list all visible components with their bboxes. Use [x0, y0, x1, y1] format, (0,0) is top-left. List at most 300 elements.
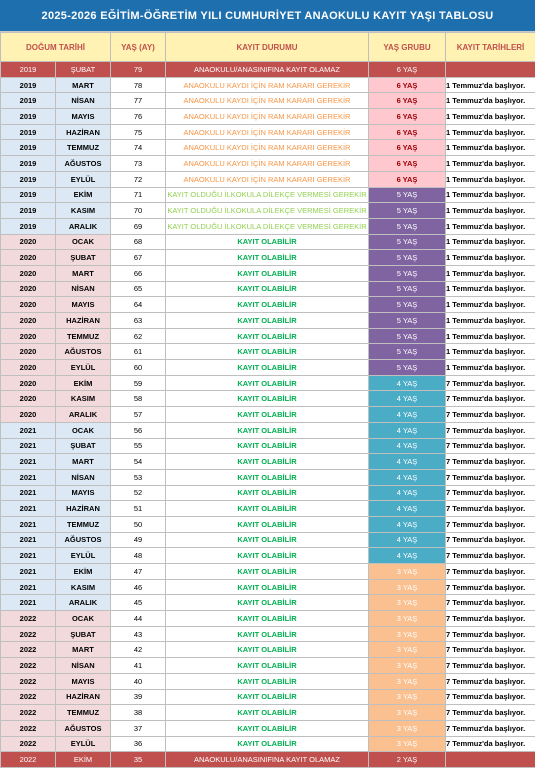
- table-row: [1, 328, 535, 344]
- cell-date: 7 Temmuz'da başlıyor.: [446, 579, 535, 595]
- cell-date: 1 Temmuz'da başlıyor.: [446, 93, 535, 109]
- cell-group: 5 YAŞ: [369, 265, 446, 281]
- cell-age: 38: [111, 705, 166, 721]
- cell-month: MAYIS: [56, 485, 111, 501]
- cell-date: 7 Temmuz'da başlıyor.: [446, 611, 535, 627]
- cell-date: [446, 752, 535, 768]
- cell-date: 7 Temmuz'da başlıyor.: [446, 673, 535, 689]
- table-row: [1, 626, 535, 642]
- cell-status: KAYIT OLABİLİR: [166, 673, 369, 689]
- cell-month: HAZİRAN: [56, 124, 111, 140]
- cell-date: 7 Temmuz'da başlıyor.: [446, 516, 535, 532]
- cell-status: KAYIT OLABİLİR: [166, 265, 369, 281]
- table-row: [1, 93, 535, 109]
- table-row: [1, 297, 535, 313]
- table-row: [1, 124, 535, 140]
- cell-date: 7 Temmuz'da başlıyor.: [446, 642, 535, 658]
- cell-month: KASIM: [56, 391, 111, 407]
- cell-year: 2020: [1, 328, 56, 344]
- cell-group: 6 YAŞ: [369, 77, 446, 93]
- cell-status: KAYIT OLABİLİR: [166, 438, 369, 454]
- cell-date: 1 Temmuz'da başlıyor.: [446, 77, 535, 93]
- cell-year: 2020: [1, 375, 56, 391]
- table-row: [1, 469, 535, 485]
- cell-year: 2021: [1, 454, 56, 470]
- cell-date: 7 Temmuz'da başlıyor.: [446, 658, 535, 674]
- cell-year: 2019: [1, 171, 56, 187]
- cell-month: EKİM: [56, 564, 111, 580]
- cell-year: 2021: [1, 501, 56, 517]
- cell-group: 2 YAŞ: [369, 752, 446, 768]
- cell-age: 52: [111, 485, 166, 501]
- cell-status: KAYIT OLABİLİR: [166, 532, 369, 548]
- cell-month: TEMMUZ: [56, 328, 111, 344]
- cell-age: 46: [111, 579, 166, 595]
- cell-month: MAYIS: [56, 297, 111, 313]
- cell-month: AĞUSTOS: [56, 344, 111, 360]
- table-row: [1, 736, 535, 752]
- table-row: [1, 752, 535, 768]
- cell-date: 7 Temmuz'da başlıyor.: [446, 485, 535, 501]
- cell-month: EYLÜL: [56, 360, 111, 376]
- cell-group: 5 YAŞ: [369, 360, 446, 376]
- cell-age: 48: [111, 548, 166, 564]
- cell-status: KAYIT OLDUĞU İLKOKULA DİLEKÇE VERMESİ GEREKİR: [166, 218, 369, 234]
- cell-year: 2022: [1, 611, 56, 627]
- table-row: [1, 438, 535, 454]
- cell-age: 79: [111, 62, 166, 78]
- cell-group: 3 YAŞ: [369, 658, 446, 674]
- cell-year: 2021: [1, 532, 56, 548]
- cell-status: KAYIT OLABİLİR: [166, 250, 369, 266]
- cell-age: 67: [111, 250, 166, 266]
- table-row: [1, 375, 535, 391]
- cell-month: MART: [56, 454, 111, 470]
- cell-status: ANAOKULU KAYDI İÇİN RAM KARARI GEREKİR: [166, 109, 369, 125]
- table-row: [1, 171, 535, 187]
- cell-group: 6 YAŞ: [369, 156, 446, 172]
- cell-age: 43: [111, 626, 166, 642]
- cell-date: [446, 62, 535, 78]
- header-dogum: DOĞUM TARİHİ: [1, 33, 111, 62]
- page-title: 2025-2026 EĞİTİM-ÖĞRETİM YILI CUMHURİYET ANAOKULU KAYIT YAŞI TABLOSU: [0, 0, 535, 32]
- table-row: [1, 234, 535, 250]
- cell-year: 2021: [1, 485, 56, 501]
- cell-status: KAYIT OLABİLİR: [166, 454, 369, 470]
- cell-month: TEMMUZ: [56, 140, 111, 156]
- cell-age: 39: [111, 689, 166, 705]
- header-durum: KAYIT DURUMU: [166, 33, 369, 62]
- cell-status: KAYIT OLABİLİR: [166, 626, 369, 642]
- cell-year: 2022: [1, 658, 56, 674]
- cell-date: 7 Temmuz'da başlıyor.: [446, 391, 535, 407]
- cell-age: 54: [111, 454, 166, 470]
- cell-month: AĞUSTOS: [56, 720, 111, 736]
- cell-status: ANAOKULU KAYDI İÇİN RAM KARARI GEREKİR: [166, 77, 369, 93]
- table-row: [1, 250, 535, 266]
- table-row: [1, 485, 535, 501]
- table-row: [1, 611, 535, 627]
- cell-group: 5 YAŞ: [369, 344, 446, 360]
- cell-month: HAZİRAN: [56, 501, 111, 517]
- cell-status: KAYIT OLABİLİR: [166, 328, 369, 344]
- cell-group: 3 YAŞ: [369, 642, 446, 658]
- cell-group: 3 YAŞ: [369, 673, 446, 689]
- cell-year: 2020: [1, 297, 56, 313]
- cell-month: MART: [56, 642, 111, 658]
- table-row: [1, 673, 535, 689]
- cell-date: 1 Temmuz'da başlıyor.: [446, 234, 535, 250]
- cell-group: 4 YAŞ: [369, 485, 446, 501]
- cell-age: 51: [111, 501, 166, 517]
- cell-age: 55: [111, 438, 166, 454]
- table-row: [1, 187, 535, 203]
- cell-age: 73: [111, 156, 166, 172]
- cell-date: 7 Temmuz'da başlıyor.: [446, 548, 535, 564]
- cell-status: KAYIT OLABİLİR: [166, 360, 369, 376]
- cell-date: 1 Temmuz'da başlıyor.: [446, 265, 535, 281]
- cell-age: 50: [111, 516, 166, 532]
- table-row: [1, 658, 535, 674]
- table-row: [1, 360, 535, 376]
- cell-year: 2021: [1, 564, 56, 580]
- cell-age: 75: [111, 124, 166, 140]
- cell-group: 4 YAŞ: [369, 454, 446, 470]
- table-row: [1, 595, 535, 611]
- cell-age: 59: [111, 375, 166, 391]
- cell-status: KAYIT OLABİLİR: [166, 642, 369, 658]
- cell-year: 2019: [1, 124, 56, 140]
- cell-group: 5 YAŞ: [369, 281, 446, 297]
- table-row: [1, 516, 535, 532]
- cell-group: 4 YAŞ: [369, 422, 446, 438]
- cell-year: 2019: [1, 93, 56, 109]
- cell-status: KAYIT OLABİLİR: [166, 689, 369, 705]
- cell-age: 64: [111, 297, 166, 313]
- cell-month: HAZİRAN: [56, 689, 111, 705]
- cell-date: 7 Temmuz'da başlıyor.: [446, 626, 535, 642]
- cell-status: KAYIT OLABİLİR: [166, 705, 369, 721]
- cell-date: 1 Temmuz'da başlıyor.: [446, 156, 535, 172]
- cell-month: EKİM: [56, 375, 111, 391]
- cell-date: 7 Temmuz'da başlıyor.: [446, 705, 535, 721]
- cell-date: 7 Temmuz'da başlıyor.: [446, 469, 535, 485]
- cell-group: 5 YAŞ: [369, 203, 446, 219]
- cell-status: KAYIT OLABİLİR: [166, 611, 369, 627]
- cell-status: ANAOKULU/ANASINIFINA KAYIT OLAMAZ: [166, 62, 369, 78]
- cell-month: ARALIK: [56, 407, 111, 423]
- cell-date: 7 Temmuz'da başlıyor.: [446, 720, 535, 736]
- registration-age-table: [0, 32, 535, 768]
- cell-year: 2022: [1, 642, 56, 658]
- cell-status: KAYIT OLABİLİR: [166, 658, 369, 674]
- cell-status: ANAOKULU KAYDI İÇİN RAM KARARI GEREKİR: [166, 124, 369, 140]
- cell-age: 58: [111, 391, 166, 407]
- table-row: [1, 77, 535, 93]
- table-body: [1, 62, 535, 768]
- cell-date: 1 Temmuz'da başlıyor.: [446, 281, 535, 297]
- cell-year: 2020: [1, 344, 56, 360]
- cell-age: 53: [111, 469, 166, 485]
- cell-group: 5 YAŞ: [369, 250, 446, 266]
- cell-month: KASIM: [56, 579, 111, 595]
- cell-status: KAYIT OLABİLİR: [166, 548, 369, 564]
- cell-month: EYLÜL: [56, 736, 111, 752]
- cell-status: ANAOKULU/ANASINIFINA KAYIT OLAMAZ: [166, 752, 369, 768]
- header-yas: YAŞ (AY): [111, 33, 166, 62]
- cell-age: 76: [111, 109, 166, 125]
- cell-group: 3 YAŞ: [369, 626, 446, 642]
- cell-status: ANAOKULU KAYDI İÇİN RAM KARARI GEREKİR: [166, 93, 369, 109]
- cell-status: KAYIT OLABİLİR: [166, 485, 369, 501]
- cell-status: KAYIT OLABİLİR: [166, 720, 369, 736]
- cell-age: 71: [111, 187, 166, 203]
- cell-status: KAYIT OLABİLİR: [166, 234, 369, 250]
- cell-date: 1 Temmuz'da başlıyor.: [446, 171, 535, 187]
- cell-date: 7 Temmuz'da başlıyor.: [446, 422, 535, 438]
- cell-month: OCAK: [56, 234, 111, 250]
- cell-month: ARALIK: [56, 595, 111, 611]
- cell-age: 56: [111, 422, 166, 438]
- cell-date: 7 Temmuz'da başlıyor.: [446, 564, 535, 580]
- cell-date: 1 Temmuz'da başlıyor.: [446, 313, 535, 329]
- cell-group: 4 YAŞ: [369, 532, 446, 548]
- cell-status: KAYIT OLABİLİR: [166, 391, 369, 407]
- cell-status: KAYIT OLABİLİR: [166, 375, 369, 391]
- cell-date: 7 Temmuz'da başlıyor.: [446, 501, 535, 517]
- cell-month: EKİM: [56, 752, 111, 768]
- cell-group: 4 YAŞ: [369, 516, 446, 532]
- cell-group: 3 YAŞ: [369, 595, 446, 611]
- table-row: [1, 218, 535, 234]
- cell-year: 2021: [1, 595, 56, 611]
- cell-status: KAYIT OLDUĞU İLKOKULA DİLEKÇE VERMESİ GEREKİR: [166, 203, 369, 219]
- cell-group: 3 YAŞ: [369, 720, 446, 736]
- table-row: [1, 548, 535, 564]
- cell-year: 2019: [1, 62, 56, 78]
- table-row: [1, 532, 535, 548]
- cell-group: 5 YAŞ: [369, 328, 446, 344]
- cell-year: 2019: [1, 203, 56, 219]
- cell-age: 40: [111, 673, 166, 689]
- cell-year: 2021: [1, 422, 56, 438]
- cell-month: OCAK: [56, 422, 111, 438]
- cell-month: ARALIK: [56, 218, 111, 234]
- cell-year: 2020: [1, 313, 56, 329]
- cell-group: 3 YAŞ: [369, 611, 446, 627]
- cell-group: 4 YAŞ: [369, 391, 446, 407]
- cell-month: ŞUBAT: [56, 250, 111, 266]
- cell-age: 42: [111, 642, 166, 658]
- cell-month: ŞUBAT: [56, 62, 111, 78]
- cell-age: 74: [111, 140, 166, 156]
- table-row: [1, 407, 535, 423]
- header-grup: YAŞ GRUBU: [369, 33, 446, 62]
- cell-status: KAYIT OLABİLİR: [166, 344, 369, 360]
- table-row: [1, 344, 535, 360]
- table-row: [1, 62, 535, 78]
- cell-status: KAYIT OLABİLİR: [166, 516, 369, 532]
- cell-status: KAYIT OLABİLİR: [166, 736, 369, 752]
- table-row: [1, 564, 535, 580]
- cell-date: 7 Temmuz'da başlıyor.: [446, 689, 535, 705]
- cell-group: 3 YAŞ: [369, 579, 446, 595]
- cell-age: 41: [111, 658, 166, 674]
- cell-status: KAYIT OLABİLİR: [166, 313, 369, 329]
- cell-group: 6 YAŞ: [369, 109, 446, 125]
- cell-group: 6 YAŞ: [369, 62, 446, 78]
- cell-status: ANAOKULU KAYDI İÇİN RAM KARARI GEREKİR: [166, 171, 369, 187]
- cell-date: 7 Temmuz'da başlıyor.: [446, 438, 535, 454]
- cell-year: 2021: [1, 579, 56, 595]
- cell-group: 6 YAŞ: [369, 171, 446, 187]
- cell-year: 2019: [1, 77, 56, 93]
- cell-date: 1 Temmuz'da başlıyor.: [446, 218, 535, 234]
- cell-status: KAYIT OLABİLİR: [166, 564, 369, 580]
- cell-status: KAYIT OLABİLİR: [166, 595, 369, 611]
- cell-group: 4 YAŞ: [369, 469, 446, 485]
- table-row: [1, 705, 535, 721]
- cell-year: 2021: [1, 548, 56, 564]
- table-row: [1, 720, 535, 736]
- cell-year: 2019: [1, 109, 56, 125]
- table-row: [1, 501, 535, 517]
- cell-date: 7 Temmuz'da başlıyor.: [446, 532, 535, 548]
- cell-month: NİSAN: [56, 658, 111, 674]
- cell-year: 2022: [1, 689, 56, 705]
- cell-year: 2019: [1, 156, 56, 172]
- cell-month: TEMMUZ: [56, 516, 111, 532]
- cell-month: NİSAN: [56, 93, 111, 109]
- table-row: [1, 391, 535, 407]
- cell-group: 4 YAŞ: [369, 407, 446, 423]
- cell-group: 5 YAŞ: [369, 313, 446, 329]
- cell-month: MART: [56, 77, 111, 93]
- cell-status: KAYIT OLABİLİR: [166, 281, 369, 297]
- cell-group: 4 YAŞ: [369, 375, 446, 391]
- cell-year: 2020: [1, 234, 56, 250]
- cell-month: EYLÜL: [56, 171, 111, 187]
- cell-group: 5 YAŞ: [369, 234, 446, 250]
- cell-date: 7 Temmuz'da başlıyor.: [446, 454, 535, 470]
- cell-year: 2019: [1, 187, 56, 203]
- cell-age: 78: [111, 77, 166, 93]
- cell-age: 65: [111, 281, 166, 297]
- cell-year: 2020: [1, 281, 56, 297]
- cell-month: AĞUSTOS: [56, 156, 111, 172]
- table-row: [1, 642, 535, 658]
- cell-group: 5 YAŞ: [369, 218, 446, 234]
- table-row: [1, 140, 535, 156]
- table-row: [1, 422, 535, 438]
- cell-age: 36: [111, 736, 166, 752]
- cell-age: 69: [111, 218, 166, 234]
- cell-month: NİSAN: [56, 469, 111, 485]
- cell-status: KAYIT OLABİLİR: [166, 469, 369, 485]
- cell-status: KAYIT OLABİLİR: [166, 579, 369, 595]
- cell-date: 7 Temmuz'da başlıyor.: [446, 736, 535, 752]
- cell-age: 72: [111, 171, 166, 187]
- cell-group: 4 YAŞ: [369, 438, 446, 454]
- cell-status: KAYIT OLABİLİR: [166, 297, 369, 313]
- table-row: [1, 156, 535, 172]
- cell-group: 3 YAŞ: [369, 564, 446, 580]
- cell-month: HAZİRAN: [56, 313, 111, 329]
- cell-year: 2020: [1, 250, 56, 266]
- table-row: [1, 454, 535, 470]
- cell-date: 1 Temmuz'da başlıyor.: [446, 124, 535, 140]
- cell-month: MART: [56, 265, 111, 281]
- cell-group: 4 YAŞ: [369, 548, 446, 564]
- table-row: [1, 109, 535, 125]
- cell-age: 66: [111, 265, 166, 281]
- cell-date: 1 Temmuz'da başlıyor.: [446, 297, 535, 313]
- cell-group: 3 YAŞ: [369, 689, 446, 705]
- table-row: [1, 203, 535, 219]
- cell-month: ŞUBAT: [56, 626, 111, 642]
- cell-month: ŞUBAT: [56, 438, 111, 454]
- cell-age: 35: [111, 752, 166, 768]
- cell-status: ANAOKULU KAYDI İÇİN RAM KARARI GEREKİR: [166, 140, 369, 156]
- cell-year: 2021: [1, 469, 56, 485]
- cell-date: 1 Temmuz'da başlıyor.: [446, 109, 535, 125]
- cell-year: 2022: [1, 720, 56, 736]
- cell-date: 1 Temmuz'da başlıyor.: [446, 250, 535, 266]
- cell-age: 45: [111, 595, 166, 611]
- cell-date: 7 Temmuz'da başlıyor.: [446, 375, 535, 391]
- cell-month: EYLÜL: [56, 548, 111, 564]
- table-row: [1, 313, 535, 329]
- cell-status: KAYIT OLABİLİR: [166, 501, 369, 517]
- cell-age: 77: [111, 93, 166, 109]
- cell-date: 1 Temmuz'da başlıyor.: [446, 140, 535, 156]
- cell-month: KASIM: [56, 203, 111, 219]
- cell-date: 1 Temmuz'da başlıyor.: [446, 328, 535, 344]
- cell-date: 7 Temmuz'da başlıyor.: [446, 595, 535, 611]
- table-row: [1, 265, 535, 281]
- cell-date: 1 Temmuz'da başlıyor.: [446, 187, 535, 203]
- cell-date: 1 Temmuz'da başlıyor.: [446, 344, 535, 360]
- cell-year: 2020: [1, 407, 56, 423]
- cell-year: 2019: [1, 140, 56, 156]
- cell-year: 2019: [1, 218, 56, 234]
- cell-year: 2022: [1, 673, 56, 689]
- cell-age: 63: [111, 313, 166, 329]
- cell-date: 7 Temmuz'da başlıyor.: [446, 407, 535, 423]
- cell-month: AĞUSTOS: [56, 532, 111, 548]
- cell-age: 68: [111, 234, 166, 250]
- cell-month: OCAK: [56, 611, 111, 627]
- cell-status: KAYIT OLDUĞU İLKOKULA DİLEKÇE VERMESİ GEREKİR: [166, 187, 369, 203]
- cell-year: 2020: [1, 391, 56, 407]
- cell-group: 6 YAŞ: [369, 140, 446, 156]
- cell-month: TEMMUZ: [56, 705, 111, 721]
- cell-age: 62: [111, 328, 166, 344]
- cell-age: 61: [111, 344, 166, 360]
- cell-group: 5 YAŞ: [369, 297, 446, 313]
- cell-date: 1 Temmuz'da başlıyor.: [446, 360, 535, 376]
- table-row: [1, 689, 535, 705]
- cell-year: 2022: [1, 626, 56, 642]
- cell-age: 49: [111, 532, 166, 548]
- cell-year: 2022: [1, 705, 56, 721]
- table-row: [1, 281, 535, 297]
- cell-year: 2022: [1, 736, 56, 752]
- cell-group: 5 YAŞ: [369, 187, 446, 203]
- cell-date: 1 Temmuz'da başlıyor.: [446, 203, 535, 219]
- cell-age: 37: [111, 720, 166, 736]
- cell-month: MAYIS: [56, 673, 111, 689]
